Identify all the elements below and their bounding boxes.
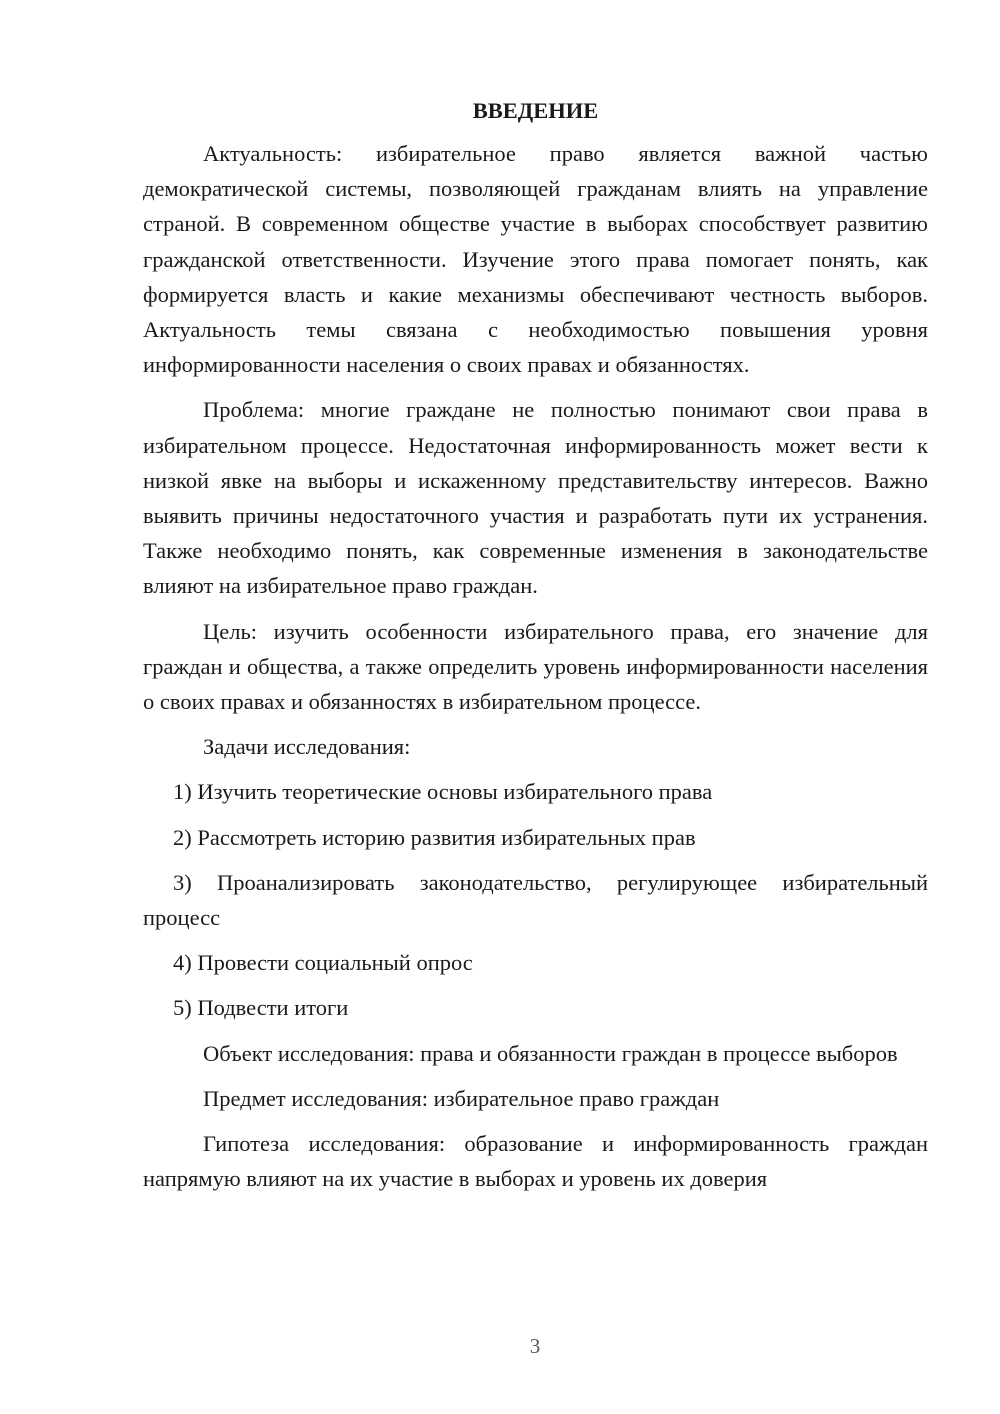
relevance-paragraph: Актуальность: избирательное право является важной частью демократической системы, позволяющей гражданам влиять на управление страной. В современном обществе участие в выборах способствует развитию гражданской ответственности. Изучение этого права помогает понять, как формируется власть и какие механизмы обеспечивают честность выборов. Актуальность темы связана с необходимостью повышения уровня информированности населения о своих правах и обязанностях.: [143, 141, 928, 378]
section-heading: ВВЕДЕНИЕ: [472, 98, 599, 123]
task-item-4: 4) Провести социальный опрос: [173, 950, 473, 976]
hypothesis-paragraph: Гипотеза исследования: образование и информированность граждан напрямую влияют на их участие в выборах и уровень их доверия: [143, 1131, 928, 1192]
object-paragraph: Объект исследования: права и обязанности граждан в процессе выборов: [203, 1040, 898, 1066]
task-item-2: 2) Рассмотреть историю развития избирательных прав: [173, 824, 696, 850]
tasks-intro: Задачи исследования:: [203, 734, 411, 760]
subject-paragraph: Предмет исследования: избирательное право граждан: [203, 1085, 720, 1111]
document-page: [143, 96, 928, 1206]
task-item-5: 5) Подвести итоги: [173, 995, 349, 1021]
problem-paragraph: Проблема: многие граждане не полностью понимают свои права в избирательном процессе. Недостаточная информированность может вести к низкой явке на выборы и искаженному представительству интересов. Важно выявить причины недостаточного участия и разработать пути их устранения. Также необходимо понять, как современные изменения в законодательстве влияют на избирательное право граждан.: [143, 397, 928, 599]
goal-paragraph: Цель: изучить особенности избирательного права, его значение для граждан и общества, а также определить уровень информированности населения о своих правах и обязанностях в избирательном процессе.: [143, 618, 928, 715]
page-number: 3: [529, 1334, 541, 1358]
task-item-1: 1) Изучить теоретические основы избирательного права: [173, 779, 713, 805]
task-item-3: 3) Проанализировать законодательство, регулирующее избирательный процесс: [143, 869, 928, 931]
